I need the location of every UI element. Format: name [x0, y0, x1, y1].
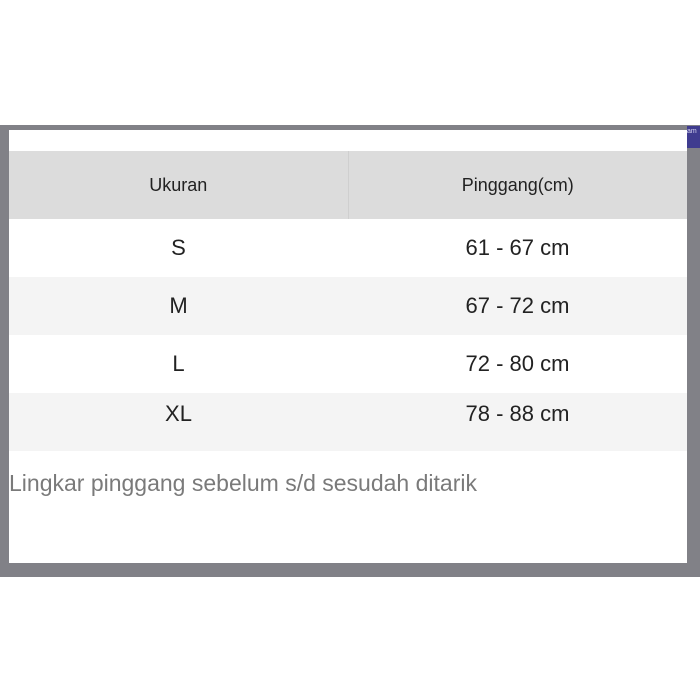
waist-cell: 78 - 88 cm [465, 401, 570, 426]
size-chart-modal [9, 130, 687, 563]
background-tab [687, 126, 700, 148]
header-size: Ukuran [9, 151, 348, 219]
size-cell: S [171, 235, 186, 260]
size-cell: M [169, 293, 188, 318]
waist-cell: 67 - 72 cm [465, 293, 570, 318]
size-cell: L [172, 351, 185, 376]
table-row [9, 277, 687, 335]
table-row [9, 219, 687, 277]
background-tab-text: am [687, 128, 697, 135]
table-header-row [9, 151, 687, 219]
header-waist: Pinggang(cm) [461, 174, 574, 195]
size-chart-table [9, 151, 687, 451]
table-row [9, 335, 687, 393]
waist-cell: 72 - 80 cm [465, 351, 570, 376]
waist-cell: 61 - 67 cm [465, 235, 570, 260]
measurement-note: Lingkar pinggang sebelum s/d sesudah ditarik [9, 470, 477, 496]
table-row [9, 393, 687, 451]
size-cell: XL [165, 401, 192, 426]
